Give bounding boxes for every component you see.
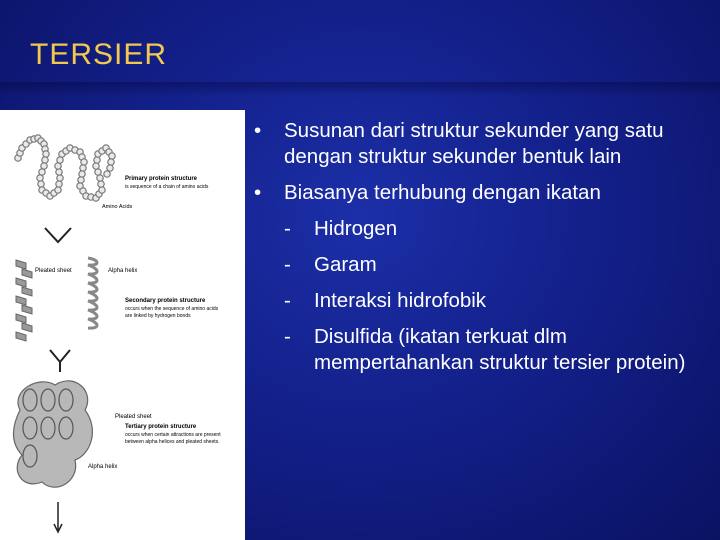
bullet-content bbox=[252, 118, 702, 376]
sub-bullet-marker: - bbox=[284, 253, 291, 276]
amino-acid-bead bbox=[108, 159, 114, 165]
amino-acid-bead bbox=[38, 181, 44, 187]
helix-coil bbox=[88, 258, 97, 328]
secondary-structure-title: Secondary protein structure bbox=[125, 298, 206, 304]
primary-structure-title: Primary protein structure bbox=[125, 176, 198, 182]
amino-acid-bead bbox=[57, 175, 63, 181]
arrow-primary-to-secondary bbox=[45, 228, 71, 242]
pleated-sheet-shape bbox=[16, 260, 32, 341]
amino-acid-bead bbox=[37, 175, 43, 181]
amino-acid-bead bbox=[56, 169, 62, 175]
tertiary-structure-desc-1: occurs when certain attractions are present bbox=[125, 432, 221, 438]
sub-bullet-text: Hidrogen bbox=[314, 217, 398, 240]
sub-bullet-item bbox=[252, 324, 702, 376]
sheet-segment bbox=[22, 287, 32, 296]
sub-bullet-item bbox=[252, 216, 702, 242]
amino-acid-bead bbox=[43, 151, 49, 157]
secondary-structure-desc-1: occurs when the sequence of amino acids bbox=[125, 306, 219, 312]
sheet-segment bbox=[16, 332, 26, 341]
sheet-segment bbox=[16, 278, 26, 287]
tertiary-structure-shape bbox=[13, 381, 92, 487]
alpha-helix-label-2: Alpha helix bbox=[88, 464, 118, 470]
bullet-item bbox=[252, 180, 702, 206]
sheet-segment bbox=[16, 296, 26, 305]
slide-title: TERSIER bbox=[30, 38, 168, 71]
sheet-segment bbox=[22, 323, 32, 332]
amino-acid-bead bbox=[80, 165, 86, 171]
sub-bullet-text: Interaksi hidrofobik bbox=[314, 289, 487, 312]
amino-acid-bead bbox=[94, 157, 100, 163]
sheet-segment bbox=[22, 269, 32, 278]
primary-structure-desc: is sequence of a chain of amino acids bbox=[125, 184, 209, 190]
sub-bullet-item bbox=[252, 252, 702, 278]
bullet-marker: • bbox=[254, 181, 262, 204]
tertiary-blob bbox=[13, 381, 92, 487]
alpha-helix-label: Alpha helix bbox=[108, 268, 138, 274]
amino-acid-bead bbox=[109, 153, 115, 159]
amino-acid-bead bbox=[99, 187, 105, 193]
sheet-segment bbox=[22, 305, 32, 314]
pleated-sheet-label-2: Pleated sheet bbox=[115, 414, 152, 420]
sub-bullet-marker: - bbox=[284, 289, 291, 312]
bullet-item bbox=[252, 118, 702, 170]
amino-acid-bead bbox=[78, 177, 84, 183]
protein-structure-figure bbox=[0, 110, 245, 540]
bullet-text: Biasanya terhubung dengan ikatan bbox=[284, 181, 601, 204]
tertiary-structure-title: Tertiary protein structure bbox=[125, 424, 197, 430]
tertiary-structure-desc-2: between alpha helices and pleated sheets. bbox=[125, 439, 220, 445]
bullet-marker: • bbox=[254, 119, 262, 142]
bullet-text: Susunan dari struktur sekunder yang satu dengan struktur sekunder bentuk lain bbox=[284, 119, 664, 168]
amino-acid-bead bbox=[79, 171, 85, 177]
sub-bullet-text: Disulfida (ikatan terkuat dlm mempertahankan struktur tersier protein) bbox=[314, 325, 686, 374]
sub-bullet-item bbox=[252, 288, 702, 314]
alpha-helix-shape bbox=[88, 258, 97, 328]
pleated-sheet-label: Pleated sheet bbox=[35, 268, 72, 274]
sheet-segment bbox=[16, 314, 26, 323]
protein-structure-diagram bbox=[0, 110, 245, 540]
amino-acid-bead bbox=[104, 171, 110, 177]
sub-bullet-list bbox=[252, 216, 702, 376]
amino-acid-bead bbox=[98, 181, 104, 187]
amino-acid-bead bbox=[81, 159, 87, 165]
secondary-structure-desc-2: are linked by hydrogen bonds bbox=[125, 313, 191, 319]
amino-acid-bead bbox=[93, 163, 99, 169]
amino-acid-bead bbox=[55, 187, 61, 193]
amino-acid-chain bbox=[15, 135, 115, 201]
amino-acid-bead bbox=[42, 157, 48, 163]
arrow-down bbox=[54, 502, 62, 532]
sub-bullet-text: Garam bbox=[314, 253, 377, 276]
amino-acids-label: Amino Acids bbox=[102, 204, 133, 210]
sheet-segment bbox=[16, 260, 26, 269]
arrow-secondary-to-tertiary bbox=[50, 350, 70, 372]
amino-acid-bead bbox=[107, 165, 113, 171]
sub-bullet-marker: - bbox=[284, 325, 291, 348]
sub-bullet-marker: - bbox=[284, 217, 291, 240]
amino-acid-bead bbox=[56, 181, 62, 187]
title-shadow-divider bbox=[0, 82, 720, 96]
